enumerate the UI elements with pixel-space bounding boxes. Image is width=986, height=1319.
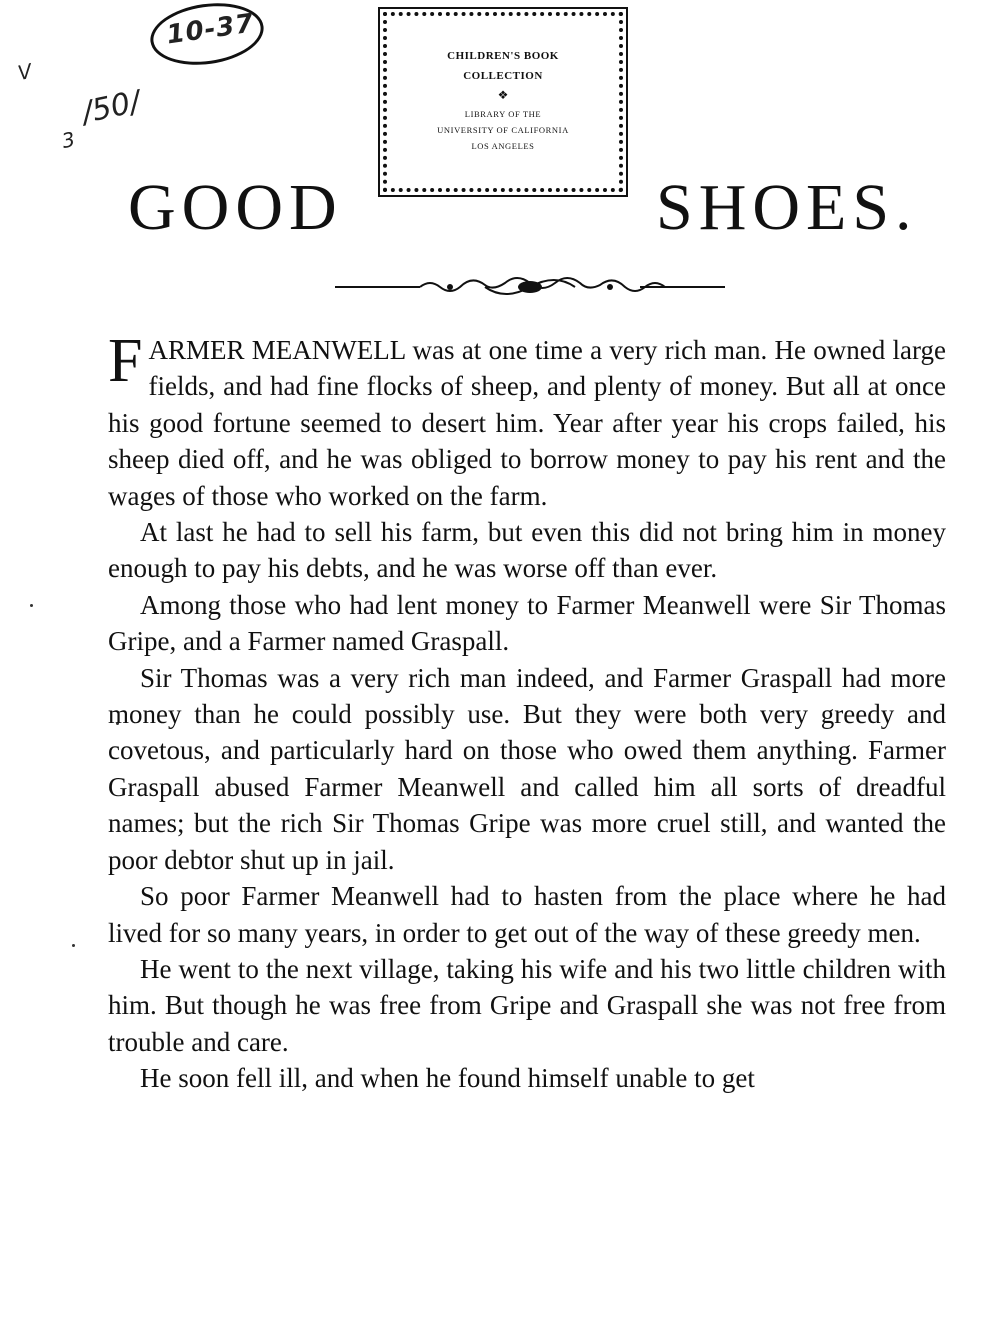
catalog-number-text: 10-37	[164, 8, 257, 51]
paragraph: Among those who had lent money to Farmer Meanwell were Sir Thomas Gripe, and a Farmer named Graspall.	[108, 589, 946, 657]
stamp-line: LOS ANGELES	[471, 141, 535, 151]
drop-cap: F	[108, 327, 143, 395]
library-bookplate-stamp	[383, 12, 623, 192]
paragraph: He soon fell ill, and when he found himself unable to get	[140, 1063, 755, 1094]
pencil-scribble: /50/	[78, 84, 144, 131]
paragraph: Sir Thomas was a very rich man indeed, and Farmer Graspall had more money than he could possibly use. But they were both very greedy and covetous, and particularly hard on those who owed them anything. Farmer Graspall abused Farmer Meanwell and called him all sorts of dreadful names; but the rich Sir Thomas Gripe was more cruel still, and wanted the poor debtor shut up in jail.	[108, 662, 946, 875]
catalog-number-annotation	[146, 0, 267, 72]
pencil-scribble: V	[15, 58, 35, 86]
pencil-scribble: 3	[59, 126, 78, 154]
fleuron-icon: ❖	[497, 88, 509, 102]
paragraph: He went to the next village, taking his wife and his two little children with him. But though he was free from Gripe and Graspall she was not free from trouble and care.	[108, 953, 946, 1057]
title-right: SHOES.	[656, 171, 918, 244]
title-left: GOOD	[128, 171, 343, 244]
ornamental-divider-icon	[335, 270, 725, 304]
stamp-line: COLLECTION	[463, 70, 543, 82]
paragraph: At last he had to sell his farm, but even this did not bring him in money enough to pay his debts, and he was worse off than ever.	[108, 517, 946, 584]
margin-speck	[72, 944, 75, 947]
paragraph-text: ARMER MEANWELL was at one time a very rich man. He owned large fields, and had fine flocks of sheep, and plenty of money. But all at once his good fortune seemed to desert him. Year after year his crops failed, his sheep died off, and he was obliged to borrow money to pay his rent and the wages of those who worked on the farm.	[108, 335, 946, 511]
stamp-line: UNIVERSITY OF CALIFORNIA	[437, 125, 569, 135]
paragraph	[108, 327, 946, 514]
margin-speck	[30, 604, 33, 607]
stamp-line: LIBRARY OF THE	[464, 109, 542, 119]
body-text	[108, 327, 946, 1097]
stamp-line: CHILDREN'S BOOK	[447, 50, 559, 62]
paragraph: So poor Farmer Meanwell had to hasten from the place where he had lived for so many years, in order to get out of the way of these greedy men.	[108, 881, 946, 948]
